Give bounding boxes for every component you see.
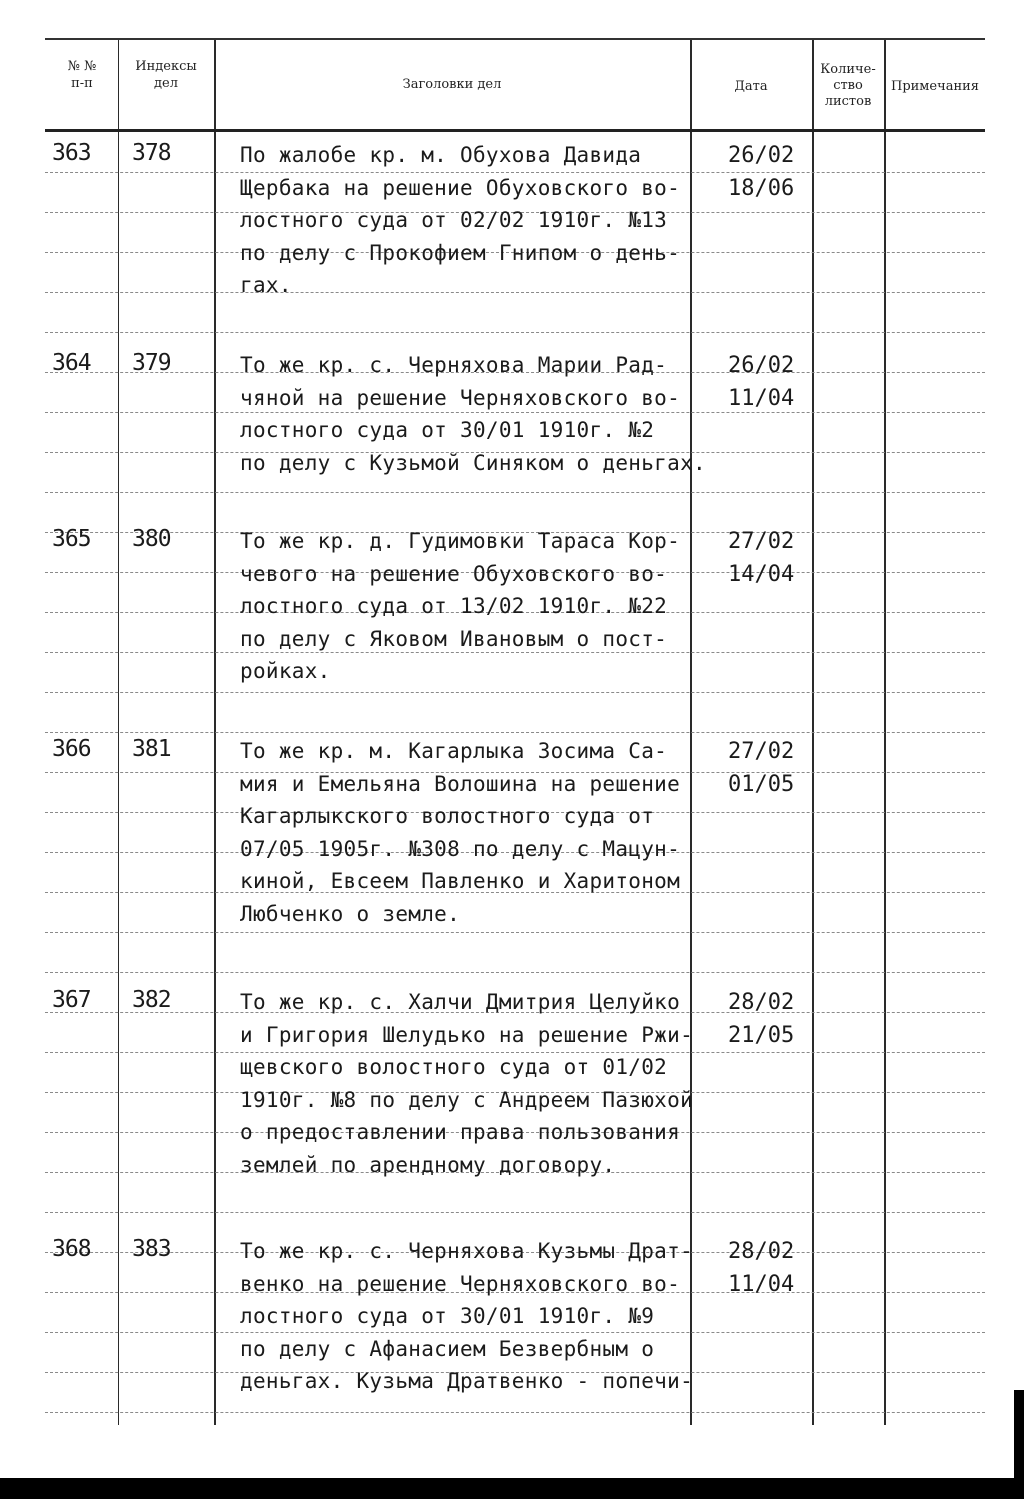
entry-title-line: о предоставлении права пользования — [240, 1120, 681, 1144]
entry-date: 01/05 — [728, 771, 795, 797]
entry-title-line: по делу с Яковом Ивановым о пост- — [240, 626, 668, 651]
rule-line — [45, 972, 985, 973]
header-bottom-rule — [45, 129, 985, 132]
entry-title-line: чевого на решение Обуховского во- — [240, 561, 668, 586]
entry-date: 18/06 — [728, 175, 795, 201]
entry-index: 382 — [132, 987, 171, 1013]
rule-line — [45, 732, 985, 733]
rule-line — [45, 1052, 985, 1053]
entry-title-line: мия и Емельяна Волошина на решение — [240, 771, 681, 796]
header-top-rule — [45, 38, 985, 40]
rule-line — [45, 292, 985, 293]
entry-date: 27/02 — [728, 529, 795, 554]
rule-line — [45, 1212, 985, 1213]
entry-title-line: 07/05 1905г. №308 по делу с Мацун- — [240, 836, 681, 861]
entry-title-line: То же кр. с. Халчи Дмитрия Целуйко — [240, 990, 681, 1014]
entry-title-line: Щербака на решение Обуховского во- — [240, 175, 681, 200]
entry-title-line: лостного суда от 02/02 1910г. №13 — [240, 208, 668, 232]
entry-title-line: Любченко о земле. — [240, 901, 461, 926]
entry-title-line: То же кр. м. Кагарлыка Зосима Са- — [240, 739, 668, 763]
entry-title-line: чяной на решение Черняховского во- — [240, 385, 681, 410]
entry-index: 381 — [132, 736, 171, 762]
header-sheet-count: Количе- ство листов — [820, 62, 876, 109]
entry-date: 28/02 — [728, 1239, 795, 1264]
entry-title-line: по делу с Афанасием Безвербным о — [240, 1336, 655, 1361]
rule-line — [45, 1412, 985, 1413]
entry-date: 11/04 — [728, 385, 795, 411]
entry-title-line: То же кр. с. Черняхова Марии Рад- — [240, 353, 668, 377]
entry-date: 11/04 — [728, 1271, 795, 1297]
entry-number: 364 — [52, 350, 91, 376]
entry-number: 367 — [52, 987, 91, 1013]
entry-title-line: То же кр. д. Гудимовки Тараса Кор- — [240, 529, 681, 553]
entry-title-line: лостного суда от 30/01 1910г. №2 — [240, 418, 655, 442]
entry-title-line: по делу с Кузьмой Синяком о деньгах. — [240, 450, 706, 475]
rule-line — [45, 412, 985, 413]
rule-line — [45, 1332, 985, 1333]
entry-date: 21/05 — [728, 1022, 795, 1048]
entry-index: 379 — [132, 350, 171, 376]
scan-edge-bottom — [0, 1478, 1024, 1499]
entry-title-line: землей по арендному договору. — [240, 1152, 616, 1177]
entry-index: 378 — [132, 140, 171, 166]
header-notes: Примечания — [890, 79, 979, 94]
rule-line — [45, 652, 985, 653]
entry-title-line: венко на решение Черняховского во- — [240, 1271, 681, 1296]
entry-title-line: 1910г. №8 по делу с Андреем Пазюхой — [240, 1087, 694, 1112]
entry-date: 26/02 — [728, 143, 795, 168]
entry-date: 26/02 — [728, 353, 795, 378]
entry-title-line: по делу с Прокофием Гнипом о день- — [240, 240, 681, 265]
rule-line — [45, 932, 985, 933]
scan-edge-right — [1014, 1390, 1024, 1499]
rule-line — [45, 692, 985, 693]
entry-number: 368 — [52, 1236, 91, 1262]
entry-title-line: и Григория Шелудько на решение Ржи- — [240, 1022, 694, 1047]
entry-index: 380 — [132, 526, 171, 552]
rule-line — [45, 492, 985, 493]
entry-title-line: деньгах. Кузьма Дратвенко - попечи- — [240, 1369, 694, 1393]
entry-title-line: лостного суда от 30/01 1910г. №9 — [240, 1304, 655, 1328]
entry-title-line: лостного суда от 13/02 1910г. №22 — [240, 594, 668, 618]
entry-number: 366 — [52, 736, 91, 762]
entry-title-line: гах. — [240, 273, 292, 297]
entry-number: 365 — [52, 526, 91, 552]
entry-title-line: По жалобе кр. м. Обухова Давида — [240, 143, 642, 167]
header-number: № № п-п — [67, 59, 97, 91]
entry-date: 14/04 — [728, 561, 795, 587]
rule-line — [45, 332, 985, 333]
entry-title-line: щевского волостного суда от 01/02 — [240, 1055, 668, 1079]
entry-index: 383 — [132, 1236, 171, 1262]
entry-title-line: То же кр. с. Черняхова Кузьмы Драт- — [240, 1239, 694, 1263]
header-index: Индексы дел — [135, 59, 197, 91]
rule-line — [45, 172, 985, 173]
entry-date: 28/02 — [728, 990, 795, 1015]
entry-title-line: киной, Евсеем Павленко и Харитоном — [240, 869, 681, 893]
entry-title-line: ройках. — [240, 659, 331, 683]
entry-number: 363 — [52, 140, 91, 166]
header-titles: Заголовки дел — [402, 77, 502, 92]
header-date: Дата — [734, 79, 768, 94]
entry-date: 27/02 — [728, 739, 795, 764]
entry-title-line: Кагарлыкского волостного суда от — [240, 804, 655, 828]
